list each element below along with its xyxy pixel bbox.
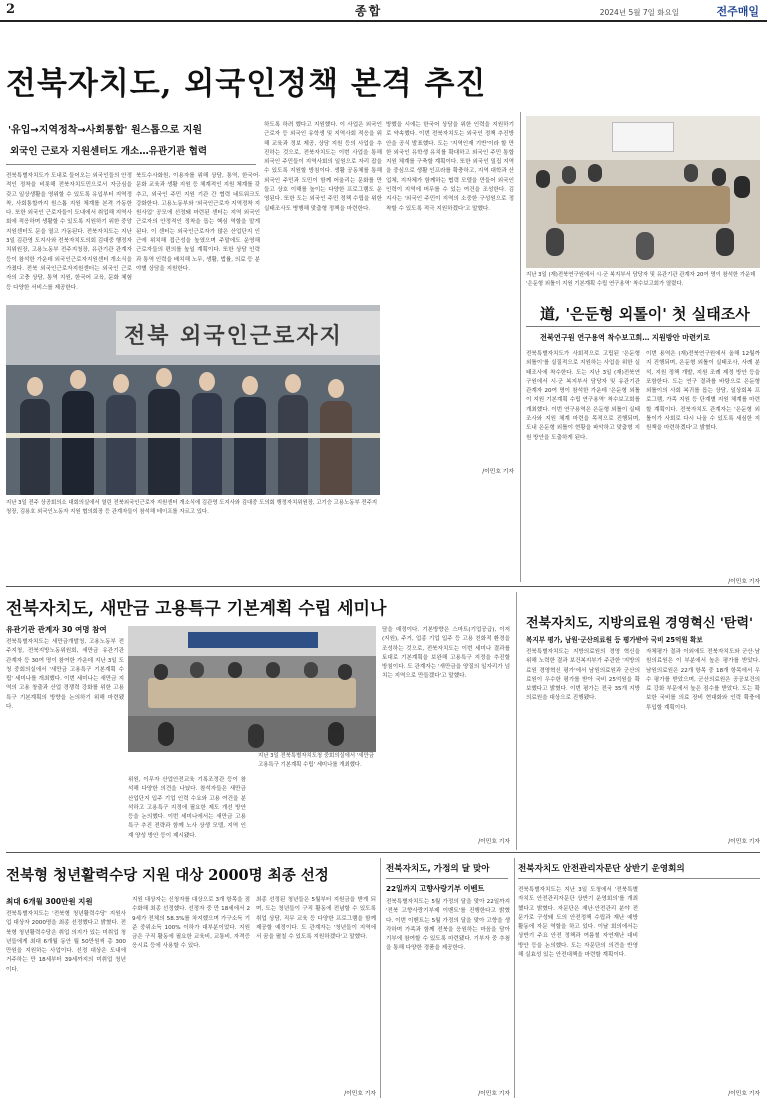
article1-photo	[6, 305, 380, 495]
article6-text-col1: 전북특별자치도는 5월 가정의 달을 맞아 22일까지 '전북 고향사랑기부제 이벤트'를 진행한다고 밝혔다. 이번 이벤트는 5월 가정의 달을 맞아 고향을 생각하며 가족과 함께 전북을 응원하는 마음을 담아 기부에 참여할 수 있도록 마련됐다. 기부자 중 추첨을 통해 다양한 경품을 제공한다.	[386, 899, 510, 952]
article1-photo-banner-text: 전북 외국인근로자지	[124, 324, 343, 349]
article3-text-col1: 전북특별자치도는 새만금개발청, 고용노동부 전주지청, 전북지방노동위원회, 새만금 유관기관 관계자 등 30여 명이 참여한 가운데 지난 3일 도청 중회의실에서 '새만금 고용특구 기본계획 수립' 세미나를 개최했다. 이번 세미나는 새만금 지역의 고용 창출과 산업 경쟁력 강화를 위한 고용특구 기본계획의 방향을 논의하기 위해 마련됐다.	[6, 639, 124, 711]
article2-byline: /이민호 기자	[728, 579, 760, 585]
column-divider	[520, 112, 521, 582]
article7-headline: 전북자치도 안전관리자문단 상반기 운영회의	[518, 864, 685, 874]
article1-subhead1: '유입→지역정착→사회통합' 원스톱으로 지원	[8, 125, 203, 136]
section-divider-2	[6, 852, 760, 853]
issue-date: 2024년 5월 7일 화요일	[599, 8, 679, 17]
article5-byline: /이민호 기자	[344, 1091, 376, 1097]
article1-text-col2: 북도수사화원, 이용자를 위해 상담, 통역, 한국어·문화 교육과 생활 지원 등 체계적인 지원 체계를 갖추고, 외국인 주민 지원 기관 간 협력 네트워크도 강화한다. 고용노동부와 '외국인근로자 지역정착 지원사업' 공모에 선정돼 마련된 센터는 지역 외국인 근로자의 안정적인 정착을 돕는 핵심 역할을 맡게 된다. 이 센터는 외국인근로자가 많은 산업단지 인근에 위치해 접근성을 높였으며 주말에도 운영해 근로자들의 편의를 높일 계획이다. 또한 상담 인력과 통역 인력을 배치해 노무, 생활, 법률, 의료 등 분야별 상담을 지원한다.	[136, 173, 260, 272]
article1-text-col1: 전북특별자치도가 도내로 들어오는 외국인들의 안정적인 정착을 비롯해 전북자치도민으로서 자긍심을 갖고 일상생활을 영위할 수 있도록 유입부터 지역정착, 사회통합까지 원스톱 지원 체계를 본격 가동한다. 또한 외국인 근로자들이 도내에서 취업해 지역사회에 적응하며 생활할 수 있도록 지원하기 위한 중앙지원센터도 문을 열고 가동된다. 전북자치도는 지난 3일 김관영 도지사와 전북자치도의회 김대중 행정자치위원장, 고용노동부 전주지청장, 유관기관 관계자 등이 참석한 가운데 외국인근로자지원센터 개소식을 가졌다. 전북 외국인근로자지원센터는 외국인 근로자의 고충 상담, 통역 지원, 한국어 교육, 문화 체험 등 다양한 서비스를 제공한다.	[6, 173, 132, 291]
article3-photo	[128, 626, 376, 752]
article4-byline: /이민호 기자	[728, 839, 760, 845]
article3-photo-caption: 지난 3일 전북특별자치도청 중회의실에서 '새만금 고용특구 기본계획 수립' 세미나를 개최했다.	[258, 753, 374, 768]
article4-subhead: 복지부 평가, 남원·군산의료원 등 평가받아 국비 25억원 확보	[526, 636, 703, 644]
article1-byline: /이민호 기자	[482, 469, 514, 475]
article4-text-col2: 자체평가 결과 이외에도 전북자치도와 군산·남원의료원은 이 부분에서 높은 평가를 받았다. 남원의료원은 22개 항목 중 18개 항목에서 우수 평가를 받았으며, 군산의료원은 공공보건의료 강화 부문에서 높은 점수를 받았다. 도는 확보한 국비를 의료 장비 현대화와 인력 확충에 투입할 계획이다.	[646, 649, 760, 711]
article2-text-col1: 전북특별자치도가 사회적으로 고립된 '은둔형 외톨이'를 실질적으로 지원하는 사업을 위한 실태조사에 착수한다. 도는 지난 3일 (재)전북연구원에서 시·군 복지부서 담당자 및 유관기관 관계자 20여 명이 참석한 가운데 '은둔형 외톨이 지원 기본계획 수립 연구용역' 착수보고회를 개최했다. 이번 연구용역은 은둔형 외톨이 실태조사와 지원 체계 마련을 목적으로 진행되며, 도내 은둔형 외톨이 현황을 파악하고 맞춤형 지원 방안을 도출하게 된다.	[526, 351, 640, 441]
article5-text-col1: 전북특별자치도는 '전북형 청년활력수당' 지원사업 대상자 2000명을 최종 선정했다고 밝혔다. 전북형 청년활력수당은 취업 의지가 있는 미취업 청년들에게 최대 6개월 동안 월 50만원씩 총 300만원을 지원하는 사업이다. 선정 대상은 도내에 거주하는 만 18세부터 39세까지의 미취업 청년이다.	[6, 911, 126, 973]
article1-headline: 전북자치도, 외국인정책 본격 추진	[6, 66, 487, 102]
article6-byline: /이민호 기자	[478, 1091, 510, 1097]
article7-byline: /이민호 기자	[728, 1091, 760, 1097]
article2-text-col2: 이번 용역은 (재)전북연구원에서 올해 12월까지 진행되며, 은둔형 외톨이 실태조사, 사례 분석, 지원 정책 개발, 지원 조례 제정 방안 등을 포함한다. 도는 연구 결과를 바탕으로 은둔형 외톨이의 사회 복귀를 돕는 상담, 일상회복 프로그램, 가족 지원 등 단계별 지원 체계를 마련할 계획이다. 전북자치도 관계자는 '은둔형 외톨이가 사회로 다시 나올 수 있도록 세심한 지원책을 마련하겠다'고 밝혔다.	[646, 351, 760, 432]
page-number: 2	[6, 2, 16, 17]
article3-byline: /이민호 기자	[478, 839, 510, 845]
article1-photo-caption: 지난 3일 전주 상공회의소 대회의실에서 열린 전북외국인근로자 지원센터 개소식에 김관영 도지사와 김대중 도의회 행정자치위원장, 고기승 고용노동부 전주지청장, 김용호 외국인노동자 지원 협의회장 등 관계자들이 참석해 테이프를 자르고 있다.	[6, 500, 378, 515]
section-divider-1	[6, 586, 760, 587]
article7-text-col2-filler	[642, 886, 760, 1086]
article4-headline: 전북자치도, 지방의료원 경영혁신 '탄력'	[526, 616, 753, 631]
article5-text-col2: 지원 대상자는 신청자를 대상으로 3개 항목을 점수화해 최종 선정했다. 선정자 중 만 18세에서 29세가 전체의 58.3%를 차지했으며 가구소득 기준 중위소득 100% 이하가 대부분이었다. 지원금은 구직 활동에 필요한 교육비, 교통비, 자격증 응시료 등에 사용할 수 있다.	[132, 897, 250, 950]
article1-subhead2: 외국인 근로자 지원센터도 개소…유관기관 협력	[10, 146, 208, 157]
article7-rule	[518, 878, 760, 879]
article3-text-col2: 위원, 이무자 산업안전교육 기록조정관 등이 참석해 다양한 의견을 나눴다. 참석자들은 새만금 산업단지 입주 기업 인력 수요와 고용 여건을 분석하고 고용특구 지정에 필요한 제도 개선 방안 등을 논의했다. 이번 세미나에서는 새만금 고용특구 추진 전략과 함께 노사 상생 모델, 지역 인재 양성 방안 등이 제시됐다.	[128, 777, 246, 839]
article3-text-col3: 담을 예정이다. 기본방향은 스마트(기업공급), 이저(지원), 주거, 업종 기업 입주 등 고용 친화적 환경을 조성하는 것으로, 전북자치도는 이번 세미나 결과를 토대로 기본계획을 보완해 고용특구 지정을 추진할 방침이다. 도 관계자는 '새만금을 양질의 일자리가 넘치는 지역으로 만들겠다'고 말했다.	[382, 627, 510, 680]
article5-headline: 전북형 청년활력수당 지원 대상 2000명 최종 선정	[6, 867, 329, 884]
column-divider-3	[380, 858, 381, 1098]
article1-text-col4: 방했을 시에는 한국어 상담을 위한 인력을 지원하기로 약속했다. 이번 전북자치도는 외국인 정책 추진방안을 공식 발표했다. 도는 '지역인재 기반'이라 할 만한 외국인 유학생 유치를 확대하고 외국인 주민 통합 지원 체계를 구축할 계획이다. 또한 외국인 밀집 지역을 중심으로 생활 인프라를 확충하고, 지역 대학과 산업체, 지자체가 함께하는 협력 모델을 만들어 외국인 인력이 지역에 머무를 수 있는 여건을 조성한다. 김 지사는 '외국인 주민이 지역의 소중한 구성원으로 정착할 수 있도록 적극 지원하겠다'고 말했다.	[386, 122, 514, 212]
article2-subhead: 전북연구원 연구용역 착수보고회… 지원방안 마련키로	[540, 333, 710, 342]
article1-subhead-rule	[6, 164, 256, 165]
column-divider-2	[516, 592, 517, 850]
article6-subhead: 22일까지 고향사랑기부 이벤트	[386, 884, 485, 893]
article4-text-col1: 전북특별자치도는 지방의료원의 경영 혁신을 위해 노력한 결과 보건복지부가 주관한 '지방의료원 경영혁신 평가'에서 남원의료원과 군산의료원이 우수한 평가를 받아 국비 25억원을 확보했다고 밝혔다. 이번 평가는 전국 35개 지방의료원을 대상으로 진행됐다.	[526, 649, 640, 702]
article2-rule	[526, 326, 760, 327]
article6-headline: 전북자치도, 가정의 달 맞아	[386, 864, 490, 874]
column-divider-4	[514, 858, 515, 1098]
article2-photo	[526, 116, 760, 268]
article1-text-col3: 하도록 하려 했다고 지원했다. 이 사업은 외국인 근로자 등 외국인 유학생 및 지역사회 적응을 위해 교육과 정보 제공, 상담 지원 등의 사업을 추진하는 것으로, 전북자치도는 이번 사업을 통해 외국인 주민들이 지역사회의 일원으로 자리 잡을 수 있도록 지원할 방침이다. 생활 공동체를 통해 외국인 주민과 도민이 함께 어울리는 문화를 만들고 상호 이해를 높이는 다양한 프로그램도 운영된다. 또한 도는 외국인 주민 정책 수립을 위한 실태조사도 병행해 맞춤형 정책을 마련한다.	[264, 122, 382, 212]
section-name: 종합	[355, 4, 383, 18]
article3-headline: 전북자치도, 새만금 고용특구 기본계획 수립 세미나	[6, 599, 387, 619]
article5-text-col3: 최종 선정된 청년들은 5월부터 지원금을 받게 되며, 도는 청년들이 구직 활동에 전념할 수 있도록 취업 상담, 직무 교육 등 다양한 프로그램을 함께 제공할 예정이다. 도 관계자는 '청년들이 지역에서 꿈을 펼칠 수 있도록 지원하겠다'고 말했다.	[256, 897, 376, 941]
article7-text-col1: 전북특별자치도는 지난 3일 도청에서 '전북특별자치도 안전관리자문단 상반기 운영회의'를 개최했다고 밝혔다. 자문단은 재난·안전관리 분야 전문가로 구성돼 도의 안전정책 수립과 재난 예방 활동에 자문 역할을 하고 있다. 이날 회의에서는 상반기 주요 안전 정책과 여름철 자연재난 대비 방안 등을 논의했다. 도는 자문단의 의견을 반영해 실효성 있는 안전대책을 마련할 계획이다.	[518, 887, 638, 959]
publication-logo: 전주매일	[716, 5, 759, 18]
article2-headline: 道, '은둔형 외톨이' 첫 실태조사	[540, 305, 750, 323]
article6-rule	[386, 878, 508, 879]
page-header	[0, 0, 767, 22]
article5-subhead: 최대 6개월 300만원 지원	[6, 897, 93, 906]
article2-photo-caption: 지난 3일 (재)전북연구원에서 시·군 복지부서 담당자 및 유관기관 관계자 20여 명이 참석한 가운데 '은둔형 외톨이 지원 기본계획 수립 연구용역' 착수보고회가 열렸다.	[526, 272, 756, 287]
article3-subhead: 유관기관 관계자 30 여명 참여	[6, 625, 107, 634]
